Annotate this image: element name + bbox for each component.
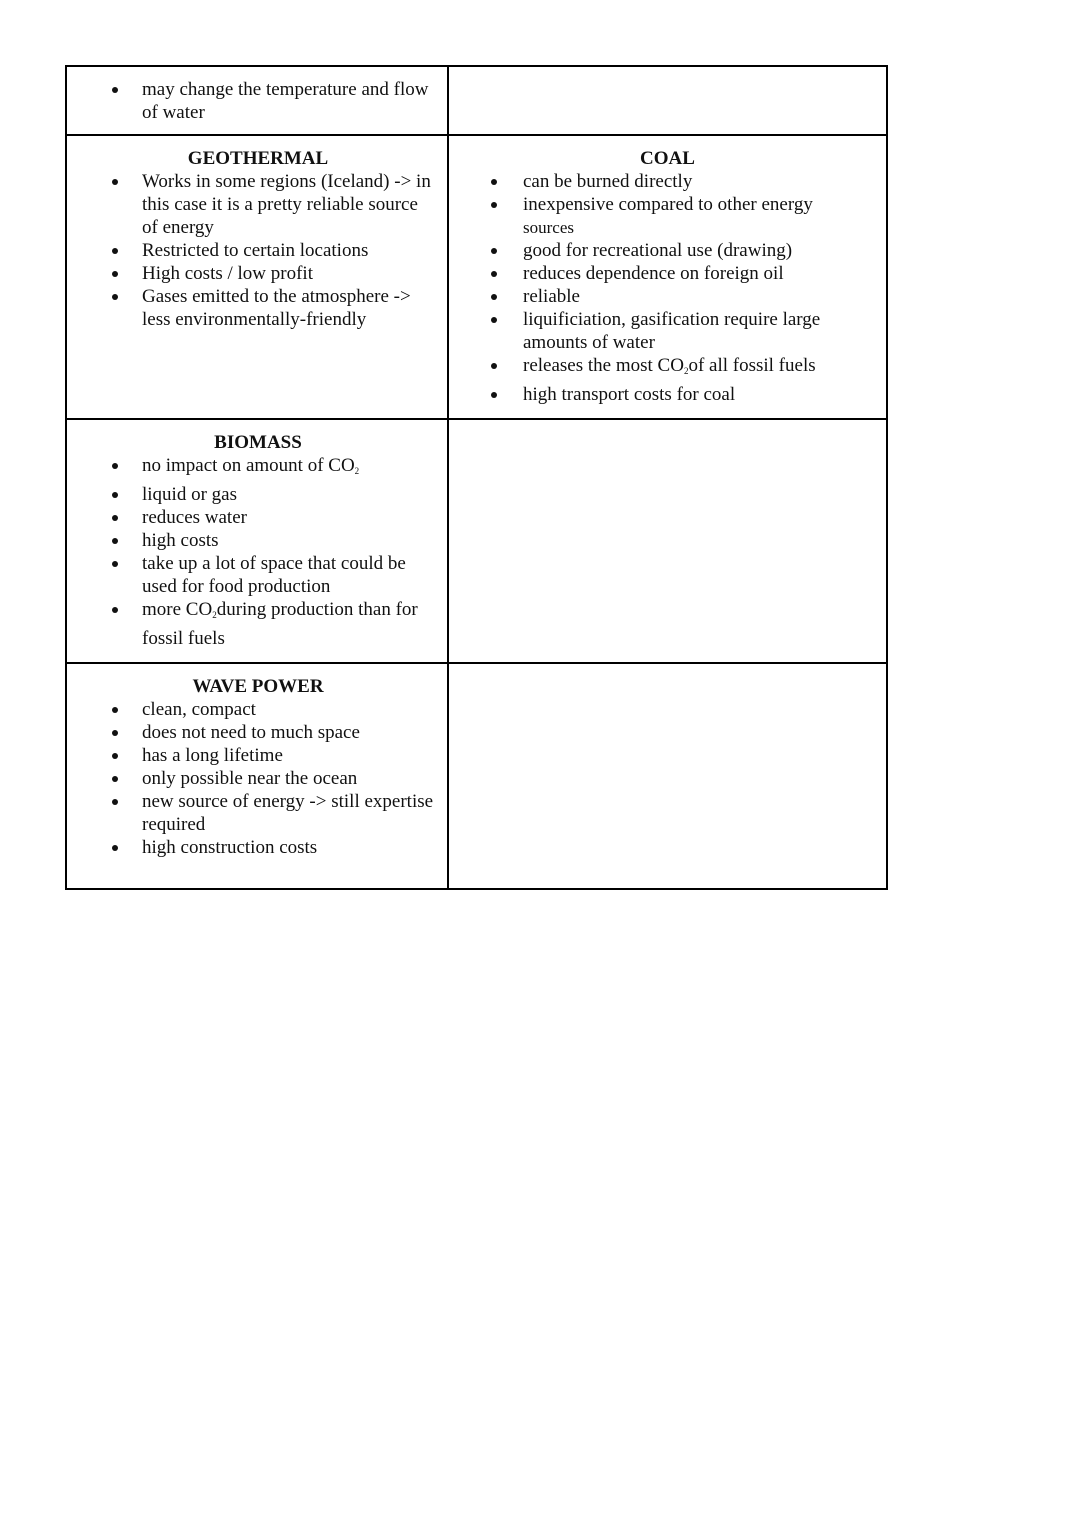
list-item: liquid or gas [67, 483, 447, 506]
bullet-icon [491, 271, 497, 277]
table-row [66, 66, 887, 135]
bullet-icon [112, 463, 118, 469]
bullet-icon [491, 294, 497, 300]
bullet-icon [112, 561, 118, 567]
bullet-list [67, 454, 447, 650]
bullet-list [67, 170, 447, 331]
section-title-wave-power: WAVE POWER [192, 676, 324, 697]
bullet-icon [112, 294, 118, 300]
bullet-icon [491, 202, 497, 208]
table-row [66, 663, 887, 889]
list-item: High costs / low profit [67, 262, 447, 285]
list-item: good for recreational use (drawing) [449, 239, 886, 262]
list-item: new source of energy -> still expertise required [67, 790, 447, 836]
bullet-icon [112, 707, 118, 713]
list-item: more $CO_2during$ production than for fossil fuels [67, 598, 447, 650]
table-row [66, 135, 887, 419]
bullet-icon [112, 179, 118, 185]
bullet-icon [491, 179, 497, 185]
list-item: has a long lifetime [67, 744, 447, 767]
bullet-icon [112, 799, 118, 805]
table-cell-biomass [66, 419, 448, 663]
list-item: reduces dependence on foreign oil [449, 262, 886, 285]
table-cell-wave-power [66, 663, 448, 889]
list-item: inexpensive compared to other energy sources [449, 193, 886, 239]
bullet-icon [491, 317, 497, 323]
bullet-list [67, 78, 447, 124]
section-title-coal: COAL [640, 148, 695, 169]
table-cell-continued-left [66, 66, 448, 135]
list-item: may change the temperature and flow of water [67, 78, 447, 124]
bullet-icon [112, 492, 118, 498]
section-title-geothermal: GEOTHERMAL [187, 148, 329, 169]
bullet-list [67, 698, 447, 859]
bullet-icon [112, 271, 118, 277]
table-cell-empty [448, 663, 887, 889]
list-item: does not need to much space [67, 721, 447, 744]
bullet-icon [491, 248, 497, 254]
list-item: releases the most $CO_2of$ all fossil fuels [449, 354, 886, 383]
bullet-icon [112, 730, 118, 736]
bullet-icon [112, 515, 118, 521]
energy-comparison-table [65, 65, 888, 890]
list-item: no impact on amount of $CO_2$ [67, 454, 447, 483]
section-title-biomass: BIOMASS [214, 432, 302, 453]
list-item: liquificiation, gasification require large amounts of water [449, 308, 886, 354]
list-item: can be burned directly [449, 170, 886, 193]
list-item: high costs [67, 529, 447, 552]
bullet-icon [112, 607, 118, 613]
list-item: high construction costs [67, 836, 447, 859]
list-item: high transport costs for coal [449, 383, 886, 406]
bullet-icon [112, 87, 118, 93]
table-cell-coal [448, 135, 887, 419]
bullet-icon [112, 845, 118, 851]
table-cell-empty [448, 419, 887, 663]
bullet-icon [491, 392, 497, 398]
list-item: only possible near the ocean [67, 767, 447, 790]
bullet-icon [112, 753, 118, 759]
list-item: take up a lot of space that could be used for food production [67, 552, 447, 598]
list-item: Gases emitted to the atmosphere -> less environmentally-friendly [67, 285, 447, 331]
list-item: Restricted to certain locations [67, 239, 447, 262]
bullet-icon [112, 248, 118, 254]
bullet-icon [112, 776, 118, 782]
table-cell-geothermal [66, 135, 448, 419]
table-cell-empty [448, 66, 887, 135]
list-item: Works in some regions (Iceland) -> in this case it is a pretty reliable source of energy [67, 170, 447, 239]
bullet-icon [112, 538, 118, 544]
list-item: reduces water [67, 506, 447, 529]
bullet-list [449, 170, 886, 406]
list-item: clean, compact [67, 698, 447, 721]
table-row [66, 419, 887, 663]
bullet-icon [491, 363, 497, 369]
list-item: reliable [449, 285, 886, 308]
